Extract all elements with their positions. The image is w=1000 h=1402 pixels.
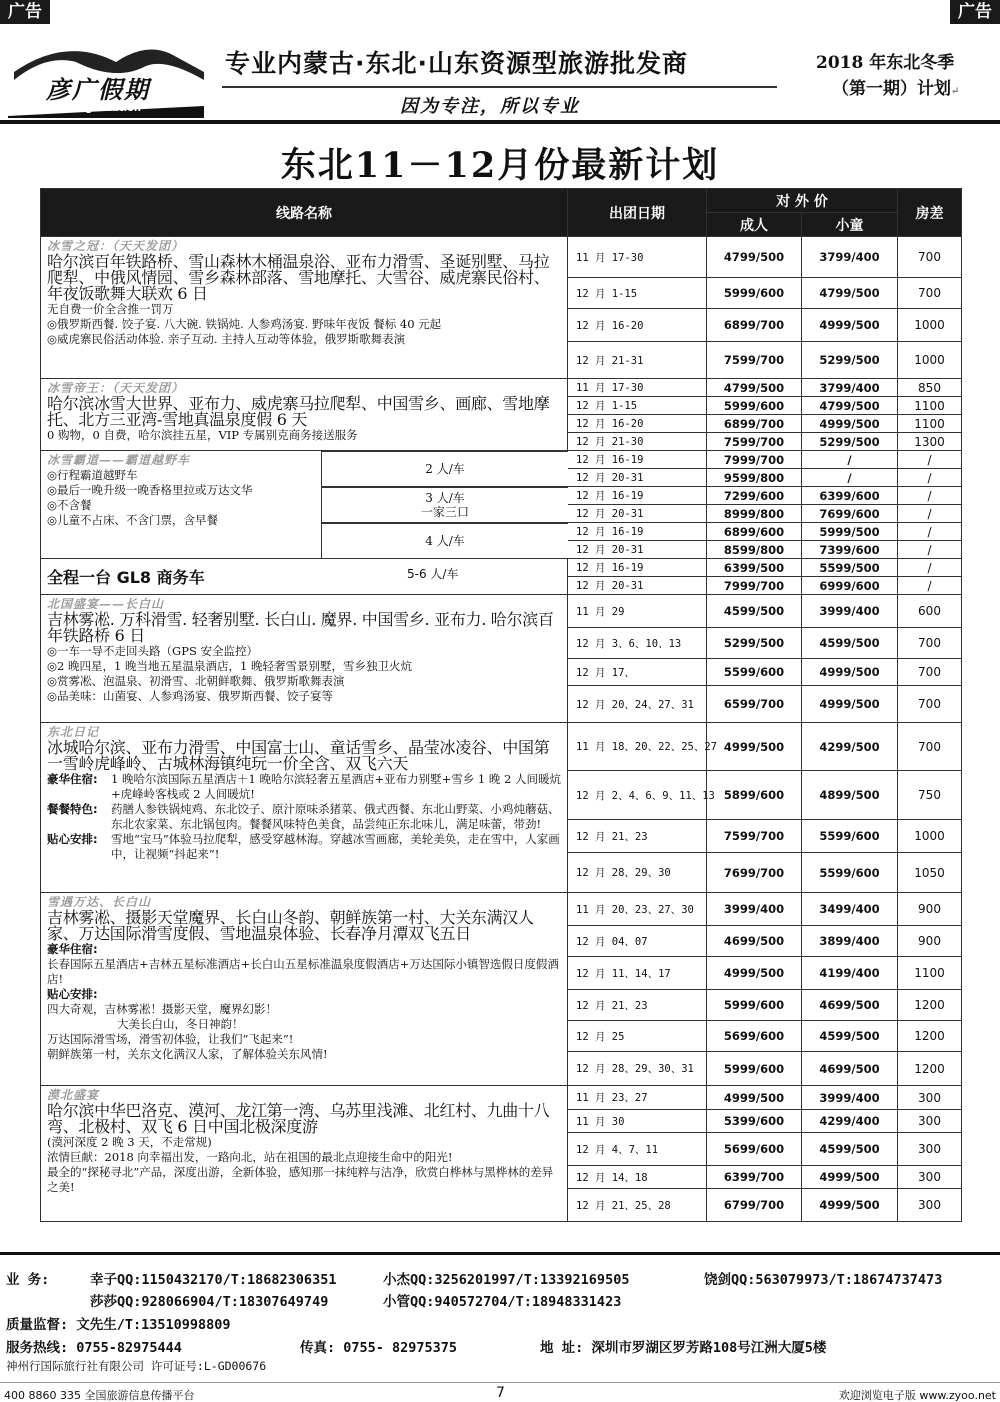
child-price: 3999/400 (802, 595, 898, 628)
single-supplement: 1200 (898, 1021, 962, 1052)
single-supplement: 900 (898, 893, 962, 926)
footer-contacts (0, 1252, 1000, 1373)
table-row (41, 893, 962, 926)
gl8-row (47, 565, 567, 588)
child-price: 3799/400 (802, 237, 898, 278)
single-supplement: 300 (898, 1133, 962, 1166)
child-price: 7399/600 (802, 541, 898, 559)
adult-price: 7999/700 (707, 451, 802, 469)
route-detail: ◎行程霸道越野车 (47, 468, 138, 482)
adult-price: 5999/600 (707, 278, 802, 309)
header-route: 线路名称 (41, 189, 568, 237)
season-subtitle: （第一期）计划↵ (832, 79, 960, 99)
departure-date: 12 月 25 (568, 1021, 707, 1052)
route-name: 吉林雾凇. 万科滑雪. 轻奢别墅. 长白山. 魔界. 中国雪乡. 亚布力. 哈尔滨百年铁路桥 6 日 (47, 610, 554, 645)
single-supplement: / (898, 451, 962, 469)
group-size: 5-6 人/车 (407, 567, 459, 581)
route-feature (47, 802, 563, 832)
single-supplement: 700 (898, 237, 962, 278)
departure-date: 11 月 30 (568, 1110, 707, 1133)
feature-text: 雪地“宝马”体验马拉爬犁，感受穿越林海。穿越冰雪画廊，美轮美奂，走在雪中，人家画中，让视频“抖起来”! (111, 832, 560, 861)
departure-date: 12 月 16-19 (568, 487, 707, 505)
route-name: 哈尔滨中华巴洛克、漠河、龙江第一湾、乌苏里浅滩、北红村、九曲十八弯、北极村、双飞 6 日中国北极深度游 (47, 1101, 550, 1136)
feature-label: 贴心安排: (47, 987, 98, 1001)
departure-date: 12 月 11、14、17 (568, 957, 707, 990)
adult-price: 7599/700 (707, 820, 802, 853)
route-detail: ◎最后一晚升级一晚香格里拉或万达文华 (47, 483, 253, 497)
route-feature (47, 772, 563, 802)
feature-label: 豪华住宿: (47, 772, 98, 786)
adult-price: 5399/600 (707, 1110, 802, 1133)
departure-date: 12 月 20-31 (568, 505, 707, 523)
business-label: 业 务: (6, 1272, 50, 1288)
adult-price: 4599/500 (707, 595, 802, 628)
feature-label: 餐餐特色: (47, 802, 98, 816)
child-price: 5599/500 (802, 559, 898, 577)
route-description (41, 237, 568, 379)
single-supplement: 600 (898, 595, 962, 628)
header-child: 小童 (802, 213, 898, 237)
child-price: 7699/600 (802, 505, 898, 523)
route-detail: (漠河深度 2 晚 3 天，不走常规) (47, 1135, 212, 1149)
child-price: 4699/500 (802, 1052, 898, 1086)
company-license: 神州行国际旅行社有限公司 许可证号:L-GD00676 (6, 1359, 267, 1373)
contact-xiaoguan: 小管QQ:940572704/T:18948331423 (383, 1294, 622, 1310)
return-mark: ↵ (951, 86, 960, 97)
child-price: 4699/500 (802, 990, 898, 1021)
departure-date: 12 月 3、6、10、13 (568, 628, 707, 659)
feature-label: 贴心安排: (47, 832, 98, 846)
group-size: 4 人/车 (425, 534, 465, 548)
route-description (41, 723, 568, 893)
route-detail: 万达国际滑雪场，滑雪初体验，让我们“飞起来”! (47, 1032, 294, 1046)
feature-text: 药膳人参铁锅炖鸡、东北饺子、原汁原味杀猪菜、俄式西餐、东北山野菜、小鸡炖蘑菇、东北农家菜、东北锅包肉。餐餐风味特色美食，品尝纯正东北味儿，满足味蕾，带劲! (111, 802, 560, 831)
child-price: 4599/500 (802, 628, 898, 659)
adult-price: 8599/800 (707, 541, 802, 559)
route-tag: 东北日记 (47, 725, 100, 739)
route-tag: 北国盛宴——长白山 (47, 597, 165, 611)
departure-date: 11 月 23、27 (568, 1086, 707, 1110)
child-price: 4999/500 (802, 415, 898, 433)
single-supplement: 300 (898, 1110, 962, 1133)
service-hotline: 服务热线: 0755-82975444 (6, 1340, 182, 1356)
page-number: 7 (496, 1385, 505, 1401)
gl8-vehicle (41, 559, 568, 595)
route-description (41, 595, 568, 723)
adult-price: 7599/700 (707, 342, 802, 379)
child-price: 4199/400 (802, 957, 898, 990)
single-supplement: / (898, 559, 962, 577)
departure-date: 12 月 21-31 (568, 342, 707, 379)
company-slogan: 专业内蒙古·东北·山东资源型旅游批发商 (225, 49, 688, 78)
office-address: 地 址: 深圳市罗湖区罗芳路108号江洲大厦5楼 (540, 1340, 827, 1356)
single-supplement: 1300 (898, 433, 962, 451)
contact-raojian: 饶剑QQ:563079973/T:18674737473 (704, 1272, 943, 1288)
single-supplement: 1100 (898, 415, 962, 433)
adult-price: 5999/600 (707, 1052, 802, 1086)
child-price: 4999/500 (802, 686, 898, 723)
single-supplement: / (898, 523, 962, 541)
departure-date: 12 月 16-20 (568, 415, 707, 433)
adult-price: 7999/700 (707, 577, 802, 595)
child-price: 4999/500 (802, 1166, 898, 1189)
adult-price: 6599/700 (707, 686, 802, 723)
departure-date: 11 月 20、23、27、30 (568, 893, 707, 926)
child-price: 3799/400 (802, 379, 898, 397)
departure-date: 12 月 16-19 (568, 523, 707, 541)
single-supplement: 750 (898, 771, 962, 820)
child-price: 4799/500 (802, 397, 898, 415)
adult-price: 5999/600 (707, 990, 802, 1021)
route-description (41, 451, 568, 559)
single-supplement: / (898, 577, 962, 595)
adult-price: 4999/500 (707, 1086, 802, 1110)
single-supplement: 1000 (898, 309, 962, 342)
route-detail: 无自费一价全含推一罚万 (47, 302, 174, 316)
adult-price: 8999/800 (707, 505, 802, 523)
route-detail: 大美长白山，冬日神韵！ (117, 1017, 244, 1031)
group-size-cell (321, 451, 568, 487)
child-price: 6999/600 (802, 577, 898, 595)
child-price: 4599/500 (802, 1021, 898, 1052)
header-room: 房差 (898, 189, 962, 237)
single-supplement: / (898, 505, 962, 523)
child-price: 4899/500 (802, 771, 898, 820)
departure-date: 12 月 16-19 (568, 451, 707, 469)
single-supplement: / (898, 541, 962, 559)
single-supplement: 1100 (898, 957, 962, 990)
single-supplement: / (898, 469, 962, 487)
child-price: 5599/600 (802, 820, 898, 853)
departure-date: 12 月 1-15 (568, 278, 707, 309)
single-supplement: 700 (898, 628, 962, 659)
route-description (41, 379, 568, 451)
child-price: 4299/400 (802, 1110, 898, 1133)
adult-price: 6399/500 (707, 559, 802, 577)
group-size: 一家三口 (420, 505, 469, 519)
season-title: 2018 年东北冬季 (816, 53, 955, 73)
single-supplement: / (898, 487, 962, 505)
single-supplement: 1200 (898, 1052, 962, 1086)
child-price: 5299/500 (802, 433, 898, 451)
table-row (41, 723, 962, 771)
departure-date: 12 月 16-19 (568, 559, 707, 577)
table-row (41, 595, 962, 628)
child-price: / (802, 451, 898, 469)
route-description (41, 893, 568, 1086)
route-detail: ◎2 晚四星，1 晚当地五星温泉酒店，1 晚轻奢雪景别墅，雪乡独卫火炕 (47, 659, 412, 673)
logo-latin: Yanguangvacation (38, 103, 142, 114)
single-supplement: 1100 (898, 397, 962, 415)
single-supplement: 1000 (898, 820, 962, 853)
adult-price: 6899/700 (707, 415, 802, 433)
single-supplement: 1050 (898, 853, 962, 893)
departure-date: 12 月 20-31 (568, 577, 707, 595)
group-size: 3 人/车 (425, 491, 465, 505)
single-supplement: 300 (898, 1189, 962, 1222)
adult-price: 4799/500 (707, 379, 802, 397)
group-size: 2 人/车 (425, 462, 465, 476)
contact-xingzi: 幸子QQ:1150432170/T:18682306351 (90, 1272, 337, 1288)
route-detail: ◎赏雾凇、泡温泉、初滑雪、北朝鲜歌舞、俄罗斯歌舞表演 (47, 674, 345, 688)
adult-price: 5999/600 (707, 397, 802, 415)
departure-date: 12 月 04、07 (568, 926, 707, 957)
adult-price: 5299/500 (707, 628, 802, 659)
header-adult: 成人 (707, 213, 802, 237)
fax-number: 传真: 0755- 82975375 (300, 1340, 458, 1356)
single-supplement: 700 (898, 686, 962, 723)
header-price: 对 外 价 (707, 189, 898, 213)
adult-price: 7699/700 (707, 853, 802, 893)
table-row (41, 1086, 962, 1110)
route-detail: ◎俄罗斯西餐. 饺子宴. 八大碗. 铁锅炖. 人参鸡汤宴. 野味年夜饭 餐标 40 元起 (47, 317, 442, 331)
route-detail: ◎威虎寨民俗活动体验. 亲子互动. 主持人互动等体验，俄罗斯歌舞表演 (47, 332, 406, 346)
child-price: 5999/500 (802, 523, 898, 541)
child-price: 4599/500 (802, 1133, 898, 1166)
route-name: 哈尔滨冰雪大世界、亚布力、威虎寨马拉爬犁、中国雪乡、画廊、雪地摩托、北方三亚湾-雪地真温泉度假 6 天 (47, 394, 550, 429)
ad-label-right: 广告 (950, 0, 1000, 24)
route-name: 哈尔滨百年铁路桥、雪山森林木桶温泉浴、亚布力滑雪、圣诞别墅、马拉爬犁、中俄风情园、雪乡森林部落、雪地摩托、大雪谷、威虎寨民俗村、年夜饭歌舞大联欢 6 日 (47, 252, 550, 303)
route-tag: 雪遇万达、长白山 (47, 895, 152, 909)
adult-price: 6799/700 (707, 1189, 802, 1222)
single-supplement: 300 (898, 1166, 962, 1189)
adult-price: 5699/600 (707, 1021, 802, 1052)
departure-date: 12 月 14、18 (568, 1166, 707, 1189)
departure-date: 12 月 1-15 (568, 397, 707, 415)
route-detail: 朝鲜族第一村，关东文化满汉人家，了解体验关东风情! (47, 1047, 328, 1061)
departure-date: 12 月 4、7、11 (568, 1133, 707, 1166)
child-price: 6399/600 (802, 487, 898, 505)
departure-date: 12 月 17、 (568, 659, 707, 686)
adult-price: 4799/500 (707, 237, 802, 278)
header-divider (222, 86, 777, 88)
route-tag: 冰雪霸道——霸道越野车 (47, 453, 191, 467)
adult-price: 4699/500 (707, 926, 802, 957)
child-price: 5299/500 (802, 342, 898, 379)
feature-text: 1 晚哈尔滨国际五星酒店＋1 晚哈尔滨轻奢五星酒店+亚布力别墅+雪乡 1 晚 2 人间暖炕+虎峰岭客栈或 2 人间暖炕! (111, 772, 561, 801)
page-header (0, 24, 1000, 124)
departure-date: 11 月 18、20、22、25、27 (568, 723, 707, 771)
page-title: 东北11－12月份最新计划 (280, 145, 720, 186)
child-price: 4299/500 (802, 723, 898, 771)
route-name: 吉林雾凇、摄影天堂魔界、长白山冬韵、朝鲜族第一村、大关东满汉人家、万达国际滑雪度假、雪地温泉体验、长春净月潭双飞五日 (47, 908, 534, 943)
departure-date: 12 月 20-31 (568, 469, 707, 487)
adult-price: 6899/700 (707, 309, 802, 342)
child-price: 4799/500 (802, 278, 898, 309)
route-detail: 浓情巨献：2018 向幸福出发，一路向北，站在祖国的最北点迎接生命中的阳光! (47, 1150, 453, 1164)
price-table (40, 188, 962, 1222)
route-detail: 0 购物，0 自费，哈尔滨挂五星，VIP 专属别克商务接送服务 (47, 428, 358, 442)
child-price: 3899/400 (802, 926, 898, 957)
departure-date: 12 月 28、29、30 (568, 853, 707, 893)
group-size-cell (321, 523, 568, 559)
child-price: 4999/500 (802, 659, 898, 686)
table-row (41, 379, 962, 397)
departure-date: 12 月 2、4、6、9、11、13 (568, 771, 707, 820)
departure-date: 11 月 29 (568, 595, 707, 628)
adult-price: 6399/700 (707, 1166, 802, 1189)
route-detail: 最全的“探秘寻北”产品，深度出游，全新体验，感知那一抹纯粹与洁净，欣赏白桦林与黑桦林的差异之美! (47, 1165, 554, 1194)
route-description (41, 1086, 568, 1222)
adult-price: 5699/600 (707, 1133, 802, 1166)
child-price: 3999/400 (802, 1086, 898, 1110)
route-detail: 四大奇观，吉林雾凇！摄影天堂，魔界幻影！ (47, 1002, 277, 1016)
ad-label-left: 广告 (0, 0, 50, 24)
single-supplement: 700 (898, 723, 962, 771)
adult-price: 5899/600 (707, 771, 802, 820)
departure-date: 12 月 21、23 (568, 820, 707, 853)
bottom-bar (0, 1382, 1000, 1402)
departure-date: 12 月 20、24、27、31 (568, 686, 707, 723)
contact-shasha: 莎莎QQ:928066904/T:18307649749 (90, 1294, 329, 1310)
single-supplement: 700 (898, 659, 962, 686)
adult-price: 7599/700 (707, 433, 802, 451)
contact-xiaojie: 小杰QQ:3256201997/T:13392169505 (383, 1272, 630, 1288)
logo-text: 彦广假期 (46, 75, 150, 104)
departure-date: 12 月 21-30 (568, 433, 707, 451)
table-row (41, 559, 962, 577)
child-price: 5599/600 (802, 853, 898, 893)
header-date: 出团日期 (568, 189, 707, 237)
quality-supervisor: 质量监督: 文先生/T:13510998809 (6, 1317, 231, 1333)
single-supplement: 700 (898, 278, 962, 309)
website-link[interactable]: 欢迎浏览电子版 www.zyoo.net (838, 1389, 996, 1402)
feature-label: 豪华住宿: (47, 942, 98, 956)
single-supplement: 300 (898, 1086, 962, 1110)
route-tag: 冰雪帝王：（天天发团） (47, 381, 185, 395)
child-price: 4999/500 (802, 1189, 898, 1222)
departure-date: 12 月 21、23 (568, 990, 707, 1021)
single-supplement: 1200 (898, 990, 962, 1021)
departure-date: 11 月 17-30 (568, 237, 707, 278)
route-tag: 冰雪之冠：（天天发团） (47, 239, 185, 253)
platform-hotline: 400 8860 335 全国旅游信息传播平台 (4, 1389, 195, 1402)
single-supplement: 850 (898, 379, 962, 397)
adult-price: 6899/600 (707, 523, 802, 541)
route-detail: ◎儿童不占床、不含门票，含早餐 (47, 513, 219, 527)
child-price: / (802, 469, 898, 487)
route-detail: ◎品美味：山菌宴、人参鸡汤宴、俄罗斯西餐、饺子宴等 (47, 689, 334, 703)
table-row (41, 237, 962, 278)
child-price: 3499/400 (802, 893, 898, 926)
departure-date: 12 月 28、29、30、31 (568, 1052, 707, 1086)
departure-date: 12 月 20-31 (568, 541, 707, 559)
adult-price: 7299/600 (707, 487, 802, 505)
adult-price: 4999/500 (707, 957, 802, 990)
gl8-label: 全程一台 GL8 商务车 (47, 568, 205, 587)
route-detail: ◎一车一导不走回头路（GPS 安全监控） (47, 644, 258, 658)
child-price: 4999/500 (802, 309, 898, 342)
route-name: 冰城哈尔滨、亚布力滑雪、中国富士山、童话雪乡、晶莹冰凌谷、中国第一雪岭虎峰岭、古城林海镇纯玩一价全含、双飞六天 (47, 738, 550, 773)
departure-date: 12 月 21、25、28 (568, 1189, 707, 1222)
table-row (41, 451, 962, 469)
departure-date: 11 月 17-30 (568, 379, 707, 397)
adult-price: 5599/600 (707, 659, 802, 686)
single-supplement: 1000 (898, 342, 962, 379)
company-motto: 因为专注，所以专业 (400, 96, 580, 117)
adult-price: 9599/800 (707, 469, 802, 487)
group-size-cell (321, 487, 568, 523)
company-logo (6, 32, 212, 118)
single-supplement: 900 (898, 926, 962, 957)
adult-price: 4999/500 (707, 723, 802, 771)
departure-date: 12 月 16-20 (568, 309, 707, 342)
route-detail: ◎不含餐 (47, 498, 92, 512)
route-detail: 长春国际五星酒店+吉林五星标准酒店+长白山五星标准温泉度假酒店+万达国际小镇智选假日度假酒店! (47, 957, 559, 986)
adult-price: 3999/400 (707, 893, 802, 926)
route-tag: 漠北盛宴 (47, 1088, 100, 1102)
route-feature (47, 832, 563, 862)
